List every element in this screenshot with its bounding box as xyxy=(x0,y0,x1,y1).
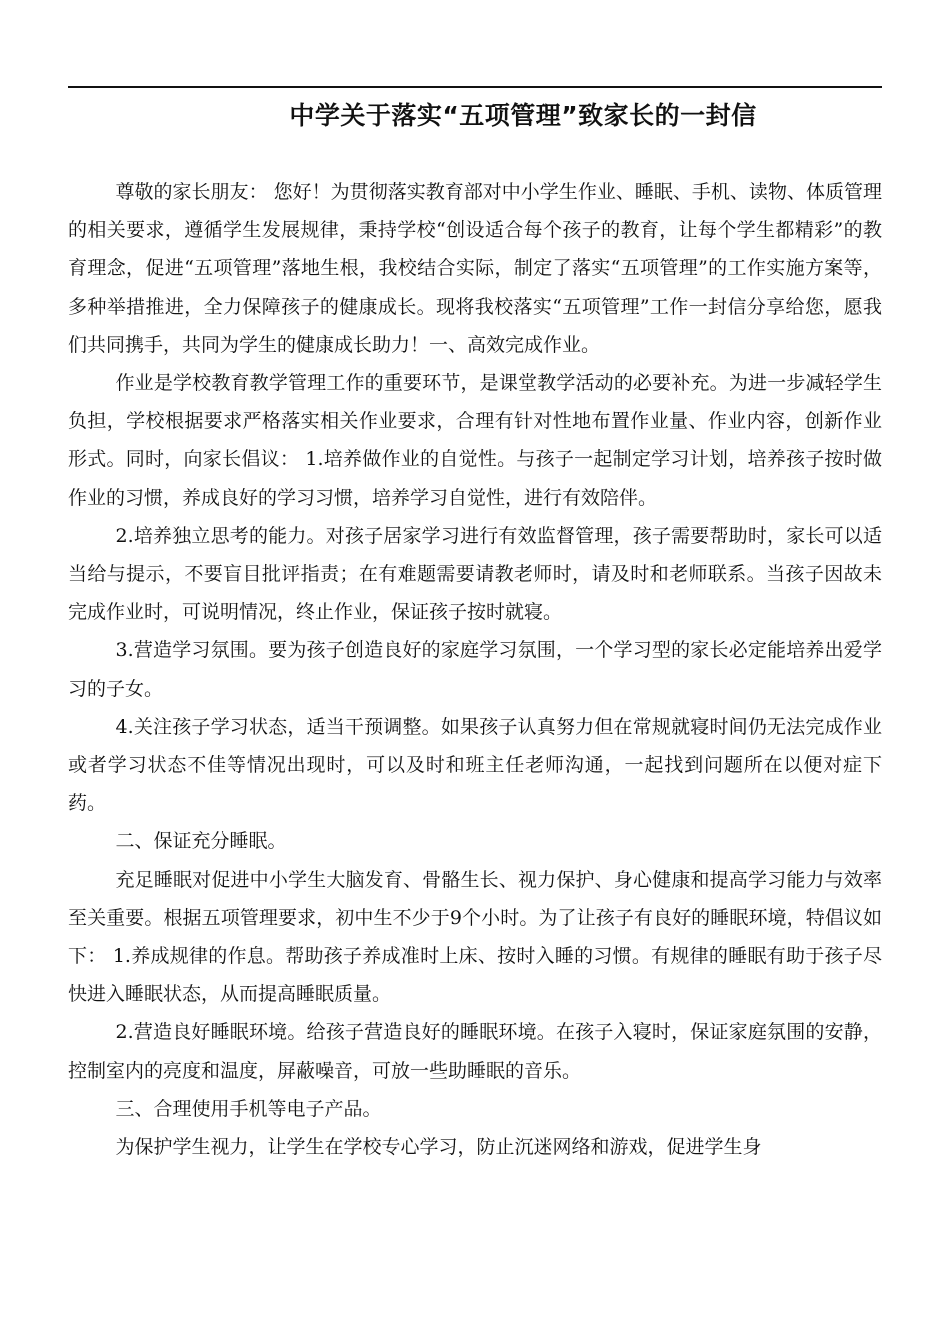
header-rule xyxy=(68,86,882,88)
paragraph-homework-intro: 作业是学校教育教学管理工作的重要环节，是课堂教学活动的必要补充。为进一步减轻学生负担，学校根据要求严格落实相关作业要求，合理有针对性地布置作业量、作业内容，创新作业形式。同时，向家长倡议： 1.培养做作业的自觉性。与孩子一起制定学习计划，培养孩子按时做作业的习惯，养成良好的学习习惯，培养学习自觉性，进行有效陪伴。 xyxy=(68,372,882,509)
letter-title: 中学关于落实“五项管理”致家长的一封信 xyxy=(289,101,757,130)
paragraph-sleep-point-2: 2.营造良好睡眠环境。给孩子营造良好的睡眠环境。在孩子入寝时，保证家庭氛围的安静，控制室内的亮度和温度，屏蔽噪音，可放一些助睡眠的音乐。 xyxy=(68,1021,882,1082)
paragraph-greeting-intro: 尊敬的家长朋友： 您好！为贯彻落实教育部对中小学生作业、睡眠、手机、读物、体质管理的相关要求，遵循学生发展规律，秉持学校“创设适合每个孩子的教育，让每个学生都精彩”的教育理念，促进“五项管理”落地生根，我校结合实际，制定了落实“五项管理”的工作实施方案等，多种举措推进，全力保障孩子的健康成长。现将我校落实“五项管理”工作一封信分享给您，愿我们共同携手，共同为学生的健康成长助力！一、高效完成作业。 xyxy=(68,181,882,356)
section-heading-phones: 三、合理使用手机等电子产品。 xyxy=(115,1097,382,1120)
paragraph-phones-intro: 为保护学生视力，让学生在学校专心学习，防止沉迷网络和游戏，促进学生身 xyxy=(115,1136,762,1159)
paragraph-homework-point-3: 3.营造学习氛围。要为孩子创造良好的家庭学习氛围，一个学习型的家长必定能培养出爱学习的子女。 xyxy=(68,639,882,700)
paragraph-homework-point-4: 4.关注孩子学习状态，适当干预调整。如果孩子认真努力但在常规就寝时间仍无法完成作业或者学习状态不佳等情况出现时，可以及时和班主任老师沟通，一起找到问题所在以便对症下药。 xyxy=(68,715,882,815)
paragraph-homework-point-2: 2.培养独立思考的能力。对孩子居家学习进行有效监督管理，孩子需要帮助时，家长可以适当给与提示，不要盲目批评指责；在有难题需要请教老师时，请及时和老师联系。当孩子因故未完成作业时，可说明情况，终止作业，保证孩子按时就寝。 xyxy=(68,524,882,624)
paragraph-sleep-intro: 充足睡眠对促进中小学生大脑发育、骨骼生长、视力保护、身心健康和提高学习能力与效率至关重要。根据五项管理要求，初中生不少于9个小时。为了让孩子有良好的睡眠环境，特倡议如下： 1.养成规律的作息。帮助孩子养成准时上床、按时入睡的习惯。有规律的睡眠有助于孩子尽快进入睡眠状态，从而提高睡眠质量。 xyxy=(68,868,882,1006)
letter-body xyxy=(68,173,882,1166)
section-heading-sleep: 二、保证充分睡眠。 xyxy=(115,830,287,853)
